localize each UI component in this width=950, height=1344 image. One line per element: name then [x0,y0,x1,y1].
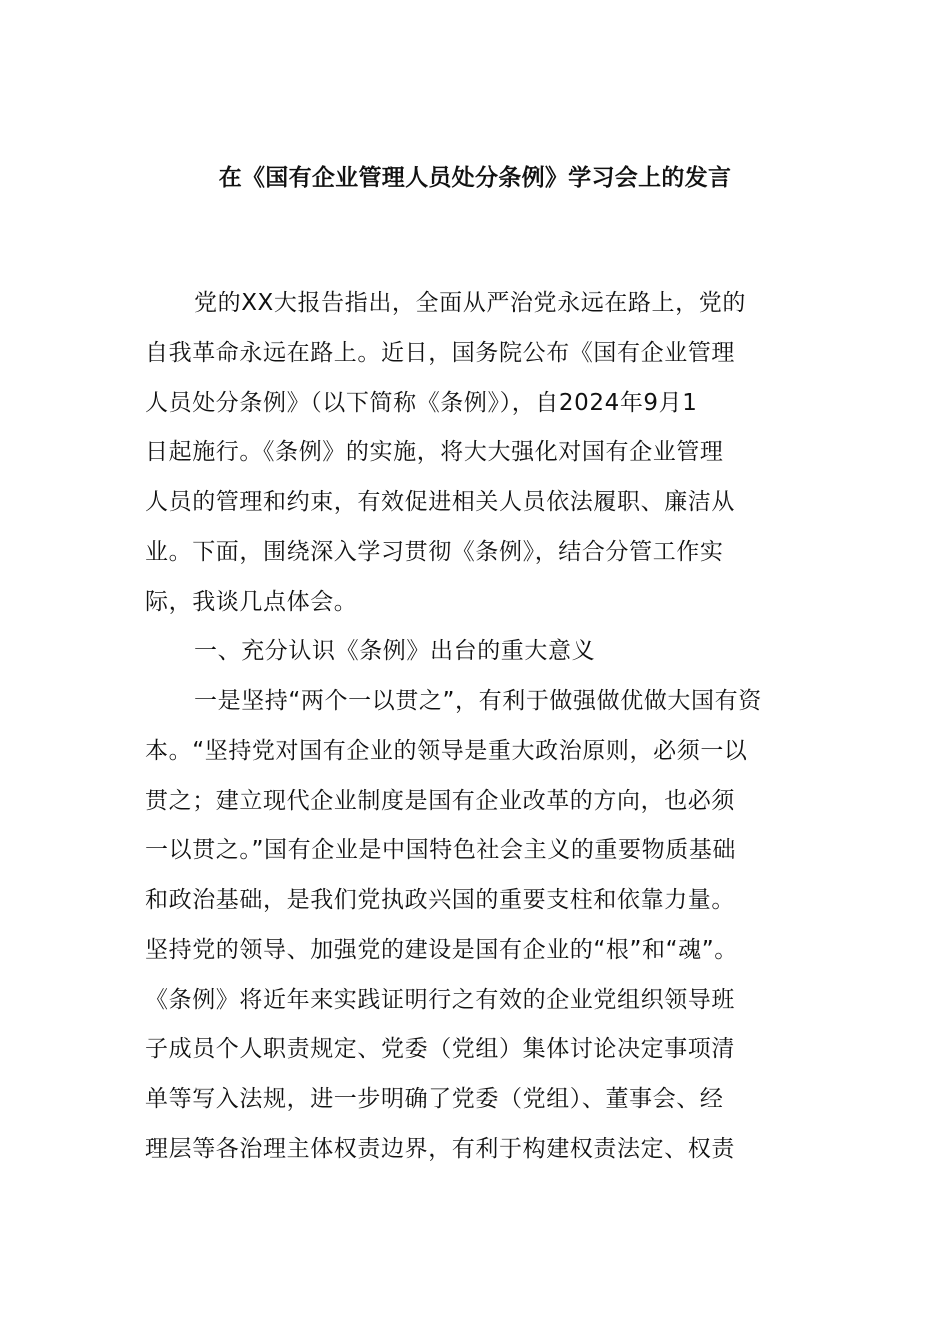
paragraph-line: 本。“坚持党对国有企业的领导是重大政治原则，必须一以 [145,738,748,764]
section-heading: 一、充分认识《条例》出台的重大意义 [194,638,596,664]
paragraph-line: 日起施行。《条例》的实施，将大大强化对国有企业管理 [145,439,724,465]
paragraph-line: 理层等各治理主体权责边界，有利于构建权责法定、权责 [145,1136,735,1162]
paragraph-line: 子成员个人职责规定、党委（党组）集体讨论决定事项清 [145,1036,735,1062]
paragraph-line: 业。下面，围绕深入学习贯彻《条例》，结合分管工作实 [145,539,724,565]
paragraph-line: 人员处分条例》（以下简称《条例》），自2024年9月1 [145,390,698,416]
paragraph-line: 一以贯之。”国有企业是中国特色社会主义的重要物质基础 [145,837,737,863]
document-title: 在《国有企业管理人员处分条例》学习会上的发言 [218,165,732,191]
paragraph-line: 自我革命永远在路上。近日，国务院公布《国有企业管理 [145,340,735,366]
paragraph-line: 坚持党的领导、加强党的建设是国有企业的“根”和“魂”。 [145,937,738,963]
paragraph-line: 一是坚持“两个一以贯之”，有利于做强做优做大国有资 [194,688,762,714]
paragraph-line: 贯之；建立现代企业制度是国有企业改革的方向，也必须 [145,788,735,814]
paragraph-line: 单等写入法规，进一步明确了党委（党组）、董事会、经 [145,1086,724,1112]
paragraph-line: 《条例》将近年来实践证明行之有效的企业党组织领导班 [145,987,735,1013]
paragraph-line: 人员的管理和约束，有效促进相关人员依法履职、廉洁从 [145,489,735,515]
paragraph-line: 际，我谈几点体会。 [145,589,358,615]
paragraph-line: 党的XX大报告指出，全面从严治党永远在路上，党的 [194,290,746,316]
paragraph-line: 和政治基础，是我们党执政兴国的重要支柱和依靠力量。 [145,887,735,913]
